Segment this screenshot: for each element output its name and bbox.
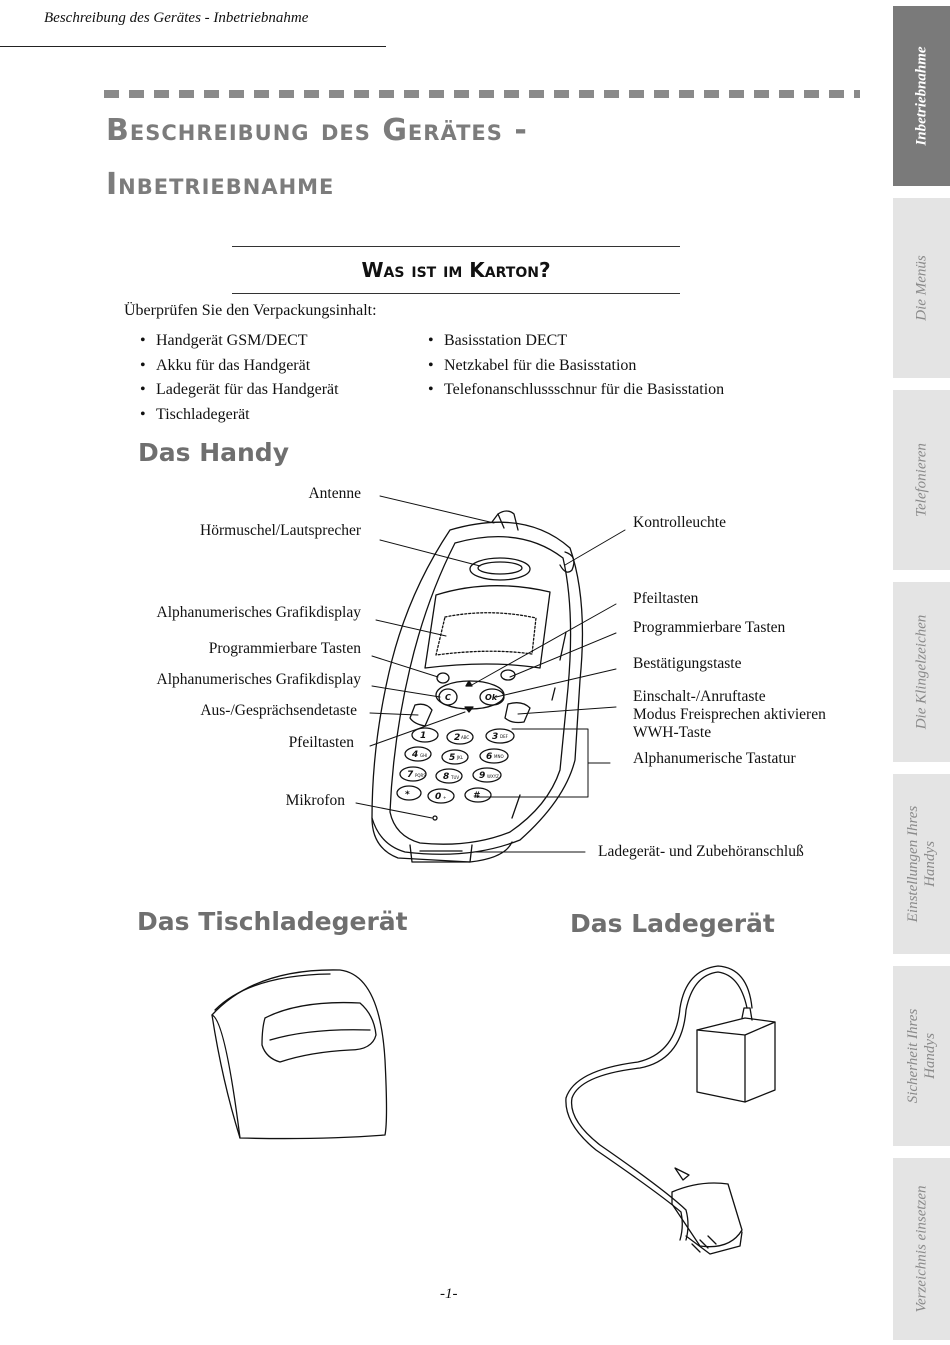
tab-einstellungen[interactable] — [893, 774, 950, 954]
label-kontrolleuchte: Kontrolleuchte — [633, 514, 726, 531]
key-label: 9 — [479, 771, 486, 781]
tab-inbetriebnahme[interactable] — [893, 6, 950, 186]
label-bestaetigungstaste: Bestätigungstaste — [633, 655, 742, 672]
key-letters: DEF — [500, 734, 508, 739]
label-pfeiltasten-left: Pfeiltasten — [288, 734, 354, 751]
ladegeraet-heading: Das Ladegerät — [570, 909, 775, 938]
list-item: • Akku für das Handgerät — [140, 354, 339, 379]
tab-label: Sicherheit Ihres Handys — [904, 1008, 938, 1104]
list-item: • Ladegerät für das Handgerät — [140, 378, 339, 403]
label-prog-tasten-right: Programmierbare Tasten — [633, 619, 786, 636]
page-title-line2: Inbetriebnahme — [106, 167, 335, 202]
list-item: • Telefonanschlussschnur für die Basisstation — [428, 378, 724, 403]
key-letters: ABC — [461, 735, 470, 740]
side-tab-index — [893, 6, 950, 1340]
key-letters: PQRS — [415, 773, 426, 778]
label-freisprechen: Modus Freisprechen aktivieren — [633, 706, 826, 723]
label-wwh-taste: WWH-Taste — [633, 724, 712, 741]
tab-telefonieren[interactable] — [893, 390, 950, 570]
key-label: 0 — [435, 792, 442, 802]
key-label: # — [473, 791, 480, 801]
key-letters: JKL — [457, 755, 464, 760]
tab-verzeichnis[interactable] — [893, 1158, 950, 1340]
tab-label: Inbetriebnahme — [913, 46, 929, 146]
label-display-2: Alphanumerisches Grafikdisplay — [156, 671, 361, 688]
key-label: 7 — [407, 770, 414, 780]
tab-label: Die Menüs — [913, 255, 929, 321]
key-letters: GHI — [420, 753, 428, 758]
tab-label: Einstellungen Ihres Handys — [904, 805, 938, 923]
key-letters: MNO — [494, 754, 504, 759]
tab-klingelzeichen[interactable] — [893, 582, 950, 762]
key-label: Ok — [485, 693, 498, 702]
key-label: 3 — [492, 732, 499, 742]
tab-sicherheit[interactable] — [893, 966, 950, 1146]
key-letters: TUV — [451, 775, 460, 780]
tab-label: Telefonieren — [913, 443, 929, 517]
page-title-line1: Beschreibung des Gerätes - — [106, 113, 528, 148]
tab-menues[interactable] — [893, 198, 950, 378]
key-label: 2 — [454, 733, 461, 743]
intro-text: Überprüfen Sie den Verpackungsinhalt: — [124, 302, 377, 319]
list-item: • Handgerät GSM/DECT — [140, 329, 339, 354]
label-prog-tasten-left: Programmierbare Tasten — [208, 640, 361, 657]
callout-lines — [356, 496, 625, 852]
key-label: 4 — [412, 750, 419, 760]
desk-charger-drawing — [212, 970, 387, 1139]
label-display: Alphanumerisches Grafikdisplay — [156, 604, 361, 621]
page-number: -1- — [440, 1286, 458, 1302]
label-hoermuschel: Hörmuschel/Lautsprecher — [200, 522, 361, 539]
label-pfeiltasten-right: Pfeiltasten — [633, 590, 699, 607]
label-endetaste: Aus-/Gesprächsendetaste — [200, 702, 357, 719]
key-label: 5 — [449, 753, 456, 763]
tischlader-heading: Das Tischladegerät — [137, 907, 408, 936]
key-label: 8 — [443, 772, 450, 782]
key-label: 1 — [420, 731, 427, 741]
key-label: * — [405, 790, 410, 800]
key-label: C — [445, 693, 451, 702]
phone-drawing — [372, 511, 582, 862]
label-mikrofon: Mikrofon — [285, 792, 345, 809]
label-zubehoeranschluss: Ladegerät- und Zubehöranschluß — [598, 843, 804, 860]
list-item: • Basisstation DECT — [428, 329, 724, 354]
label-tastatur: Alphanumerische Tastatur — [633, 750, 796, 767]
tab-label: Die Klingelzeichen — [913, 614, 929, 730]
list-item: • Tischladegerät — [140, 403, 339, 428]
key-letters: + — [443, 795, 447, 800]
tab-label: Verzeichnis einsetzen — [913, 1185, 929, 1313]
key-letters: WXYZ — [487, 774, 499, 779]
list-item: • Netzkabel für die Basisstation — [428, 354, 724, 379]
running-header: Beschreibung des Gerätes - Inbetriebnahme — [44, 10, 309, 26]
handy-heading: Das Handy — [138, 438, 289, 467]
key-label: 6 — [486, 752, 493, 762]
section-heading: Was ist im Karton? — [361, 258, 551, 282]
label-einschalttaste: Einschalt-/Anruftaste — [633, 688, 766, 705]
plug-charger-drawing — [566, 966, 775, 1254]
label-antenne: Antenne — [308, 485, 361, 502]
